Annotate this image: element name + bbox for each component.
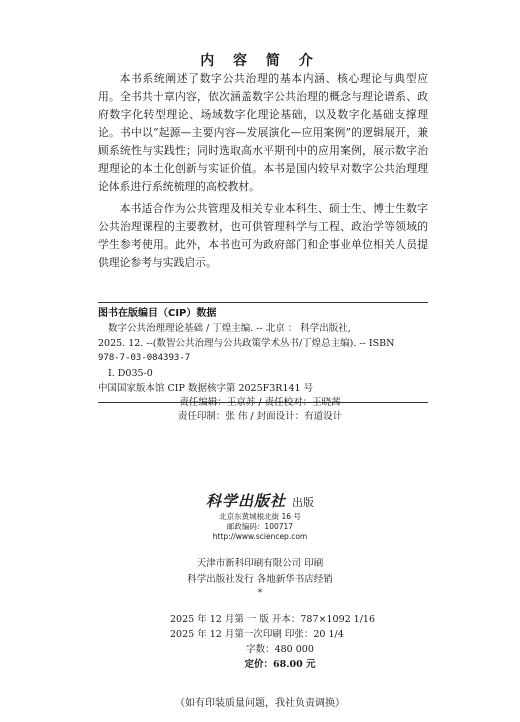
- editorial-credits: [0, 396, 520, 424]
- word-count-line: 字数：480 000: [246, 644, 314, 655]
- edition-line: 2025 年 12 月第 一 版 开本：787×1092 1/16: [170, 614, 376, 625]
- cip-data-block: [98, 302, 428, 403]
- publisher-suffix: 出版: [292, 496, 314, 509]
- printing-block: [0, 556, 520, 598]
- intro-title: 内 容 简 介: [200, 53, 320, 69]
- cip-heading: 图书在版编目（CIP）数据: [98, 308, 217, 319]
- publisher-postcode: 邮政编码：100717: [226, 522, 294, 531]
- cip-line-title: 数字公共治理理论基础 / 丁煌主编. -- 北京 ： 科学出版社,: [108, 323, 351, 334]
- cip-line-series: 2025. 12. --(数智公共治理与公共政策学术丛书/丁煌总主编). -- ISBN: [98, 338, 395, 349]
- publisher-address: 北京东黄城根北街 16 号: [219, 512, 301, 521]
- edition-specs: [170, 612, 390, 672]
- credits-line-2: 责任印制：张 伟 / 封面设计：有道设计: [177, 411, 343, 422]
- intro-paragraph-1: 本书系统阐述了数字公共治理的基本内涵、核心理论与典型应用。全书共十章内容，依次涵盖数字公共治理的概念与理论谱系、政府数字化转型理论、场域数字化理论基础，以及数字化基础支撑理论。书中以“起源—主要内容—发展演化—应用案例”的逻辑展开，兼顾系统性与实践性；同时选取高水平期刊中的应用案例，展示数字治理理论的本土化创新与实证价值。本书是国内较早对数字公共治理理论体系进行系统梳理的高校教材。: [98, 72, 428, 193]
- intro-abstract: [98, 70, 428, 276]
- printer-line: 天津市新科印刷有限公司 印刷: [196, 558, 324, 569]
- cip-line-classification: Ⅰ. D035-0: [108, 368, 153, 379]
- price-line: 定价：68.00 元: [244, 659, 316, 670]
- publisher-url: http://www.sciencep.com: [212, 532, 308, 541]
- publisher-block: [0, 492, 520, 542]
- separator-star: *: [257, 588, 263, 598]
- distribution-line: 科学出版社发行 各地新华书店经销: [187, 574, 333, 585]
- cip-line-record-number: 中国国家版本馆 CIP 数据核字第 2025F3R141 号: [98, 383, 314, 394]
- publisher-logo-text: 科学出版社: [205, 492, 286, 510]
- intro-paragraph-2: 本书适合作为公共管理及相关专业本科生、硕士生、博士生数字公共治理课程的主要教材，也可供管理科学与工程、政治学等领域的学生参考使用。此外，本书也可为政府部门和企事业单位相关人员提供理论参考与实践启示。: [98, 202, 428, 269]
- credits-line-1: 责任编辑：王京苏 / 责任校对：王晓茜: [179, 397, 341, 408]
- cip-line-isbn: 978-7-03-084393-7: [98, 353, 191, 363]
- quality-notice: （如有印装质量问题，我社负责调换）: [175, 698, 345, 709]
- impression-line: 2025 年 12 月第一次印刷 印张：20 1/4: [170, 629, 344, 640]
- publisher-name-row: [0, 492, 520, 512]
